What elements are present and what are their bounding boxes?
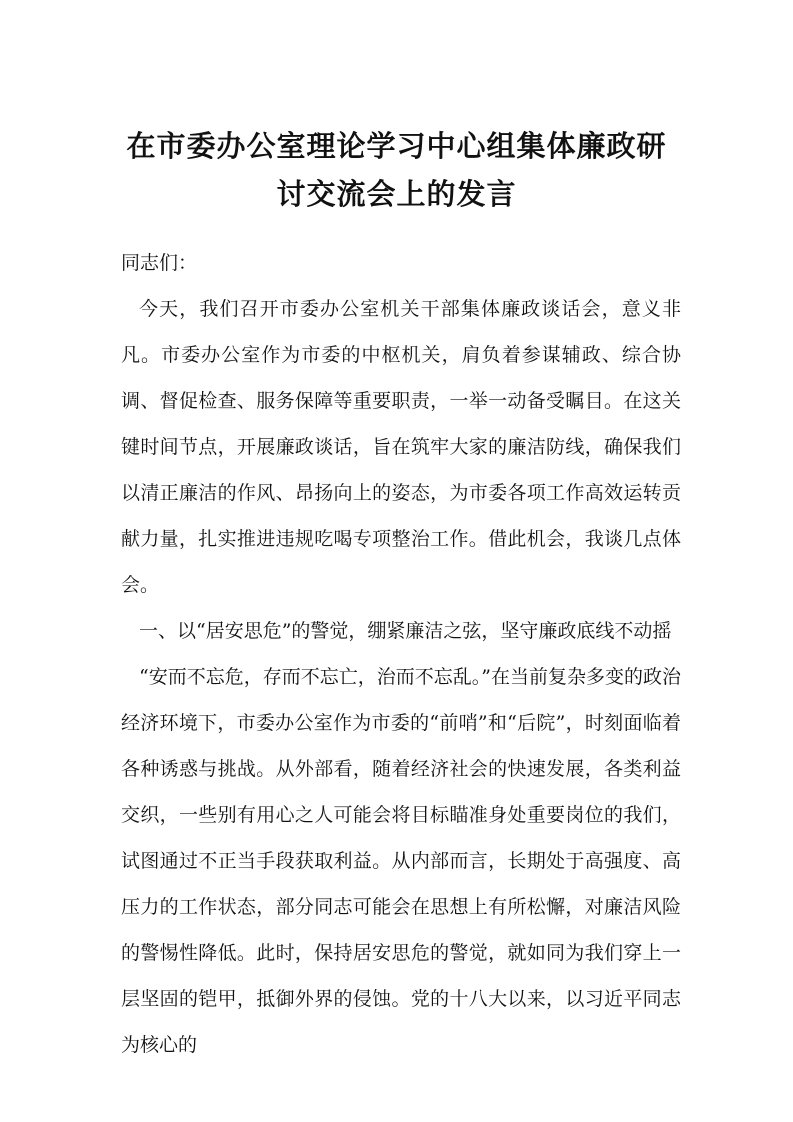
salutation: 同志们：	[121, 252, 198, 274]
document-body	[121, 240, 681, 1068]
paragraph-intro: 今天，我们召开市委办公室机关干部集体廉政谈话会，意义非凡。市委办公室作为市委的中枢机关，肩负着参谋辅政、综合协调、督促检查、服务保障等重要职责，一举一动备受瞩目。在这关键时间节点，开展廉政谈话，旨在筑牢大家的廉洁防线，确保我们以清正廉洁的作风、昂扬向上的姿态，为市委各项工作高效运转贡献力量，扎实推进违规吃喝专项整治工作。借此机会，我谈几点体会。	[121, 298, 681, 596]
document-title-line-2: 讨交流会上的发言	[276, 177, 517, 211]
document-title-line-1: 在市委办公室理论学习中心组集体廉政研	[126, 129, 667, 163]
section-heading-1: 一、以“居安思危”的警觉，绷紧廉洁之弦，坚守廉政底线不动摇	[139, 620, 672, 642]
paragraph-section-1: “安而不忘危，存而不忘亡，治而不忘乱。”在当前复杂多变的政治经济环境下，市委办公室作为市委的“前哨”和“后院”，时刻面临着各种诱惑与挑战。从外部看，随着经济社会的快速发展，各类利益交织，一些别有用心之人可能会将目标瞄准身处重要岗位的我们，试图通过不正当手段获取利益。从内部而言，长期处于高强度、高压力的工作状态，部分同志可能会在思想上有所松懈，对廉洁风险的警惕性降低。此时，保持居安思危的警觉，就如同为我们穿上一层坚固的铠甲，抵御外界的侵蚀。党的十八大以来，以习近平同志为核心的	[121, 666, 681, 1056]
